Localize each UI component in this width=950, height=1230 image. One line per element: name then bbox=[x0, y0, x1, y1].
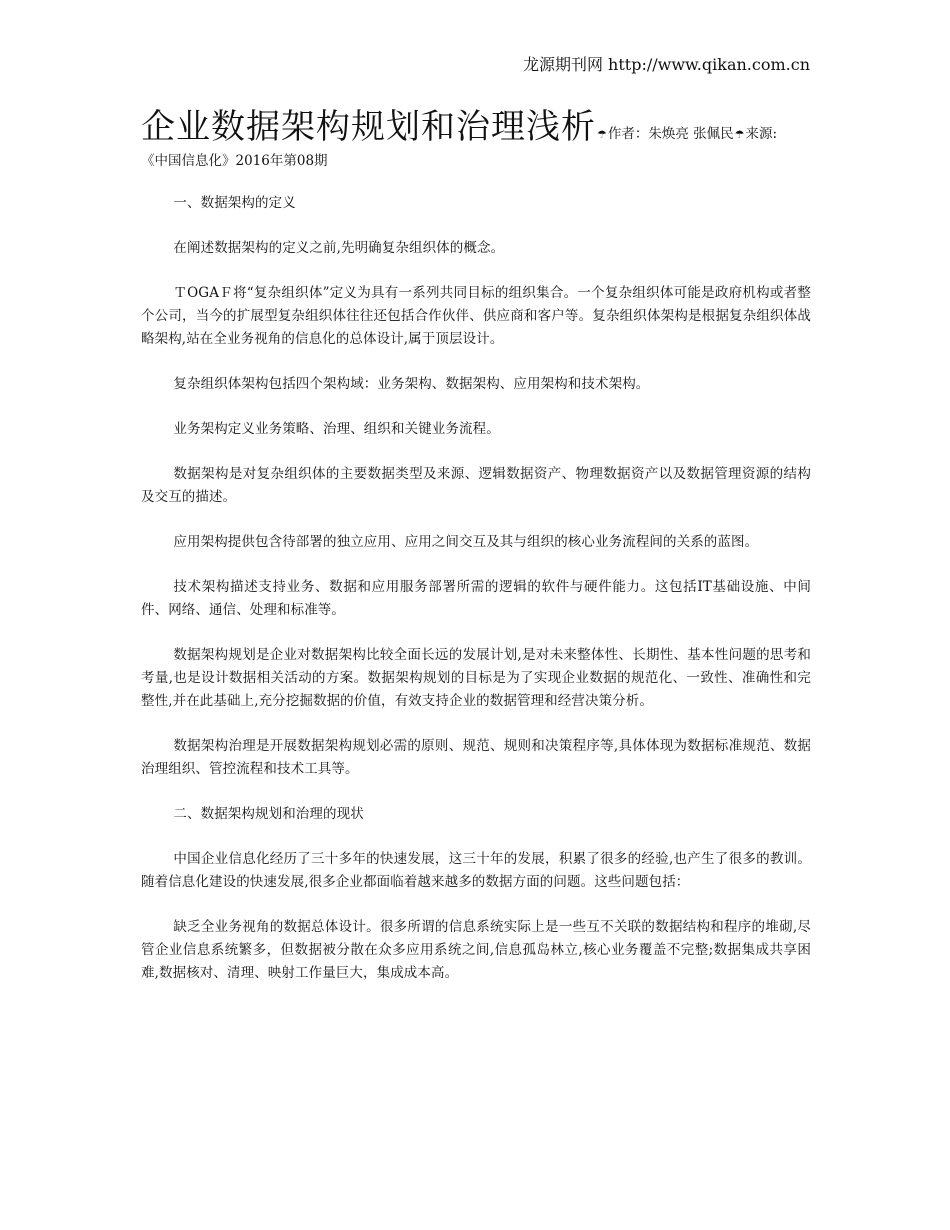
article-author: 作者：朱焕亮 张佩民 bbox=[607, 126, 734, 142]
paragraph: ＴOGAＦ将“复杂组织体”定义为具有一系列共同目标的组织集合。一个复杂组织体可能是政府机构或者整个公司，当今的扩展型复杂组织体往往还包括合作伙伴、供应商和客户等。复杂组织体架构是根据复杂组织体战略架构,站在全业务视角的信息化的总体设计,属于顶层设计。 bbox=[141, 285, 811, 347]
paragraph: 中国企业信息化经历了三十多年的快速发展，这三十年的发展，积累了很多的经验,也产生了很多的教训。随着信息化建设的快速发展,很多企业都面临着越来越多的数据方面的问题。这些问题包括： bbox=[141, 851, 811, 890]
paragraph: 业务架构定义业务策略、治理、组织和关键业务流程。 bbox=[173, 421, 500, 437]
site-header: 龙源期刊网 http://www.qikan.com.cn bbox=[522, 55, 810, 74]
section-heading: 二、数据架构规划和治理的现状 bbox=[173, 806, 364, 822]
paragraph: 数据架构治理是开展数据架构规划必需的原则、规范、规则和决策程序等,具体体现为数据标准规范、数据治理组织、管控流程和技术工具等。 bbox=[141, 738, 811, 777]
section-heading: 一、数据架构的定义 bbox=[173, 195, 296, 211]
paragraph: 技术架构描述支持业务、数据和应用服务部署所需的逻辑的软件与硬件能力。这包括IT基础设施、中间件、网络、通信、处理和标准等。 bbox=[141, 579, 811, 618]
separator-icon: ☂ bbox=[734, 128, 745, 141]
paragraph: 复杂组织体架构包括四个架构域：业务架构、数据架构、应用架构和技术架构。 bbox=[173, 376, 650, 392]
paragraph: 数据架构规划是企业对数据架构比较全面长远的发展计划,是对未来整体性、长期性、基本性问题的思考和考量,也是设计数据相关活动的方案。数据架构规划的目标是为了实现企业数据的规范化、一致性、准确性和完整性,并在此基础上,充分挖掘数据的价值，有效支持企业的数据管理和经营决策分析。 bbox=[141, 647, 811, 709]
paragraph: 数据架构是对复杂组织体的主要数据类型及来源、逻辑数据资产、物理数据资产以及数据管理资源的结构及交互的描述。 bbox=[141, 466, 811, 505]
separator-icon: ☂ bbox=[597, 128, 607, 141]
article-title: 企业数据架构规划和治理浅析 bbox=[141, 107, 596, 147]
article-source: 《中国信息化》2016年第08期 bbox=[141, 153, 328, 169]
paragraph: 应用架构提供包含待部署的独立应用、应用之间交互及其与组织的核心业务流程间的关系的蓝图。 bbox=[173, 534, 759, 550]
article-heading bbox=[141, 104, 811, 172]
paragraph: 缺乏全业务视角的数据总体设计。很多所谓的信息系统实际上是一些互不关联的数据结构和程序的堆砌,尽管企业信息系统繁多，但数据被分散在众多应用系统之间,信息孤岛林立,核心业务覆盖不完整;数据集成共享困难,数据核对、清理、映射工作量巨大，集成成本高。 bbox=[141, 919, 811, 981]
paragraph: 在阐述数据架构的定义之前,先明确复杂组织体的概念。 bbox=[173, 240, 505, 256]
article-body bbox=[141, 104, 811, 1007]
article-source-label: 来源: bbox=[745, 126, 778, 142]
